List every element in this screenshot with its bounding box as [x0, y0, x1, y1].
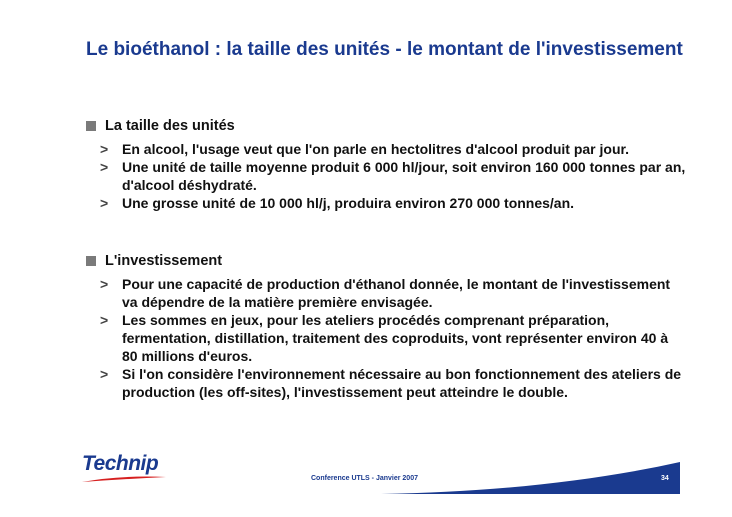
list-item: [86, 158, 686, 194]
arrow-bullet-icon: >: [100, 366, 109, 382]
arrow-bullet-icon: >: [100, 159, 109, 175]
list-item: [86, 311, 686, 365]
arrow-bullet-icon: >: [100, 312, 109, 328]
list-item: [86, 140, 686, 158]
slide-title: Le bioéthanol : la taille des unités - le montant de l'investissement: [86, 39, 683, 60]
list-item: [86, 365, 686, 401]
page-number: 34: [661, 475, 669, 482]
section-heading: [86, 252, 686, 270]
list-item: [86, 275, 686, 311]
section-taille: [86, 117, 686, 212]
bullet-text: Si l'on considère l'environnement nécessaire au bon fonctionnement des ateliers de production (les off-sites), l'investissement peut atteindre le double.: [122, 366, 682, 400]
bullet-text: Une grosse unité de 10 000 hl/j, produira environ 270 000 tonnes/an.: [122, 195, 575, 211]
bullet-text: Pour une capacité de production d'éthanol donnée, le montant de l'investissement va dépendre de la matière première envisagée.: [122, 276, 671, 310]
section-heading-text: La taille des unités: [105, 118, 235, 134]
conference-footer: Conference UTLS - Janvier 2007: [311, 475, 418, 482]
arrow-bullet-icon: >: [100, 195, 109, 211]
section-heading: [86, 117, 686, 135]
section-heading-text: L'investissement: [105, 253, 223, 269]
logo-swoosh-icon: [80, 474, 170, 484]
square-bullet-icon: [86, 256, 96, 266]
list-item: [86, 194, 686, 212]
section-investissement: [86, 252, 686, 401]
arrow-bullet-icon: >: [100, 141, 109, 157]
bullet-text: Une unité de taille moyenne produit 6 000 hl/jour, soit environ 160 000 tonnes par an, d'alcool déshydraté.: [122, 159, 686, 193]
arrow-bullet-icon: >: [100, 276, 109, 292]
bullet-text: Les sommes en jeux, pour les ateliers procédés comprenant préparation, fermentation, distillation, traitement des coproduits, vont représenter environ 40 à 80 millions d'euros.: [122, 312, 669, 364]
square-bullet-icon: [86, 121, 96, 131]
bullet-list: [86, 140, 686, 212]
footer-band: [380, 460, 680, 494]
bullet-text: En alcool, l'usage veut que l'on parle en hectolitres d'alcool produit par jour.: [122, 141, 630, 157]
technip-logo: Technip: [82, 452, 159, 475]
bullet-list: [86, 275, 686, 401]
